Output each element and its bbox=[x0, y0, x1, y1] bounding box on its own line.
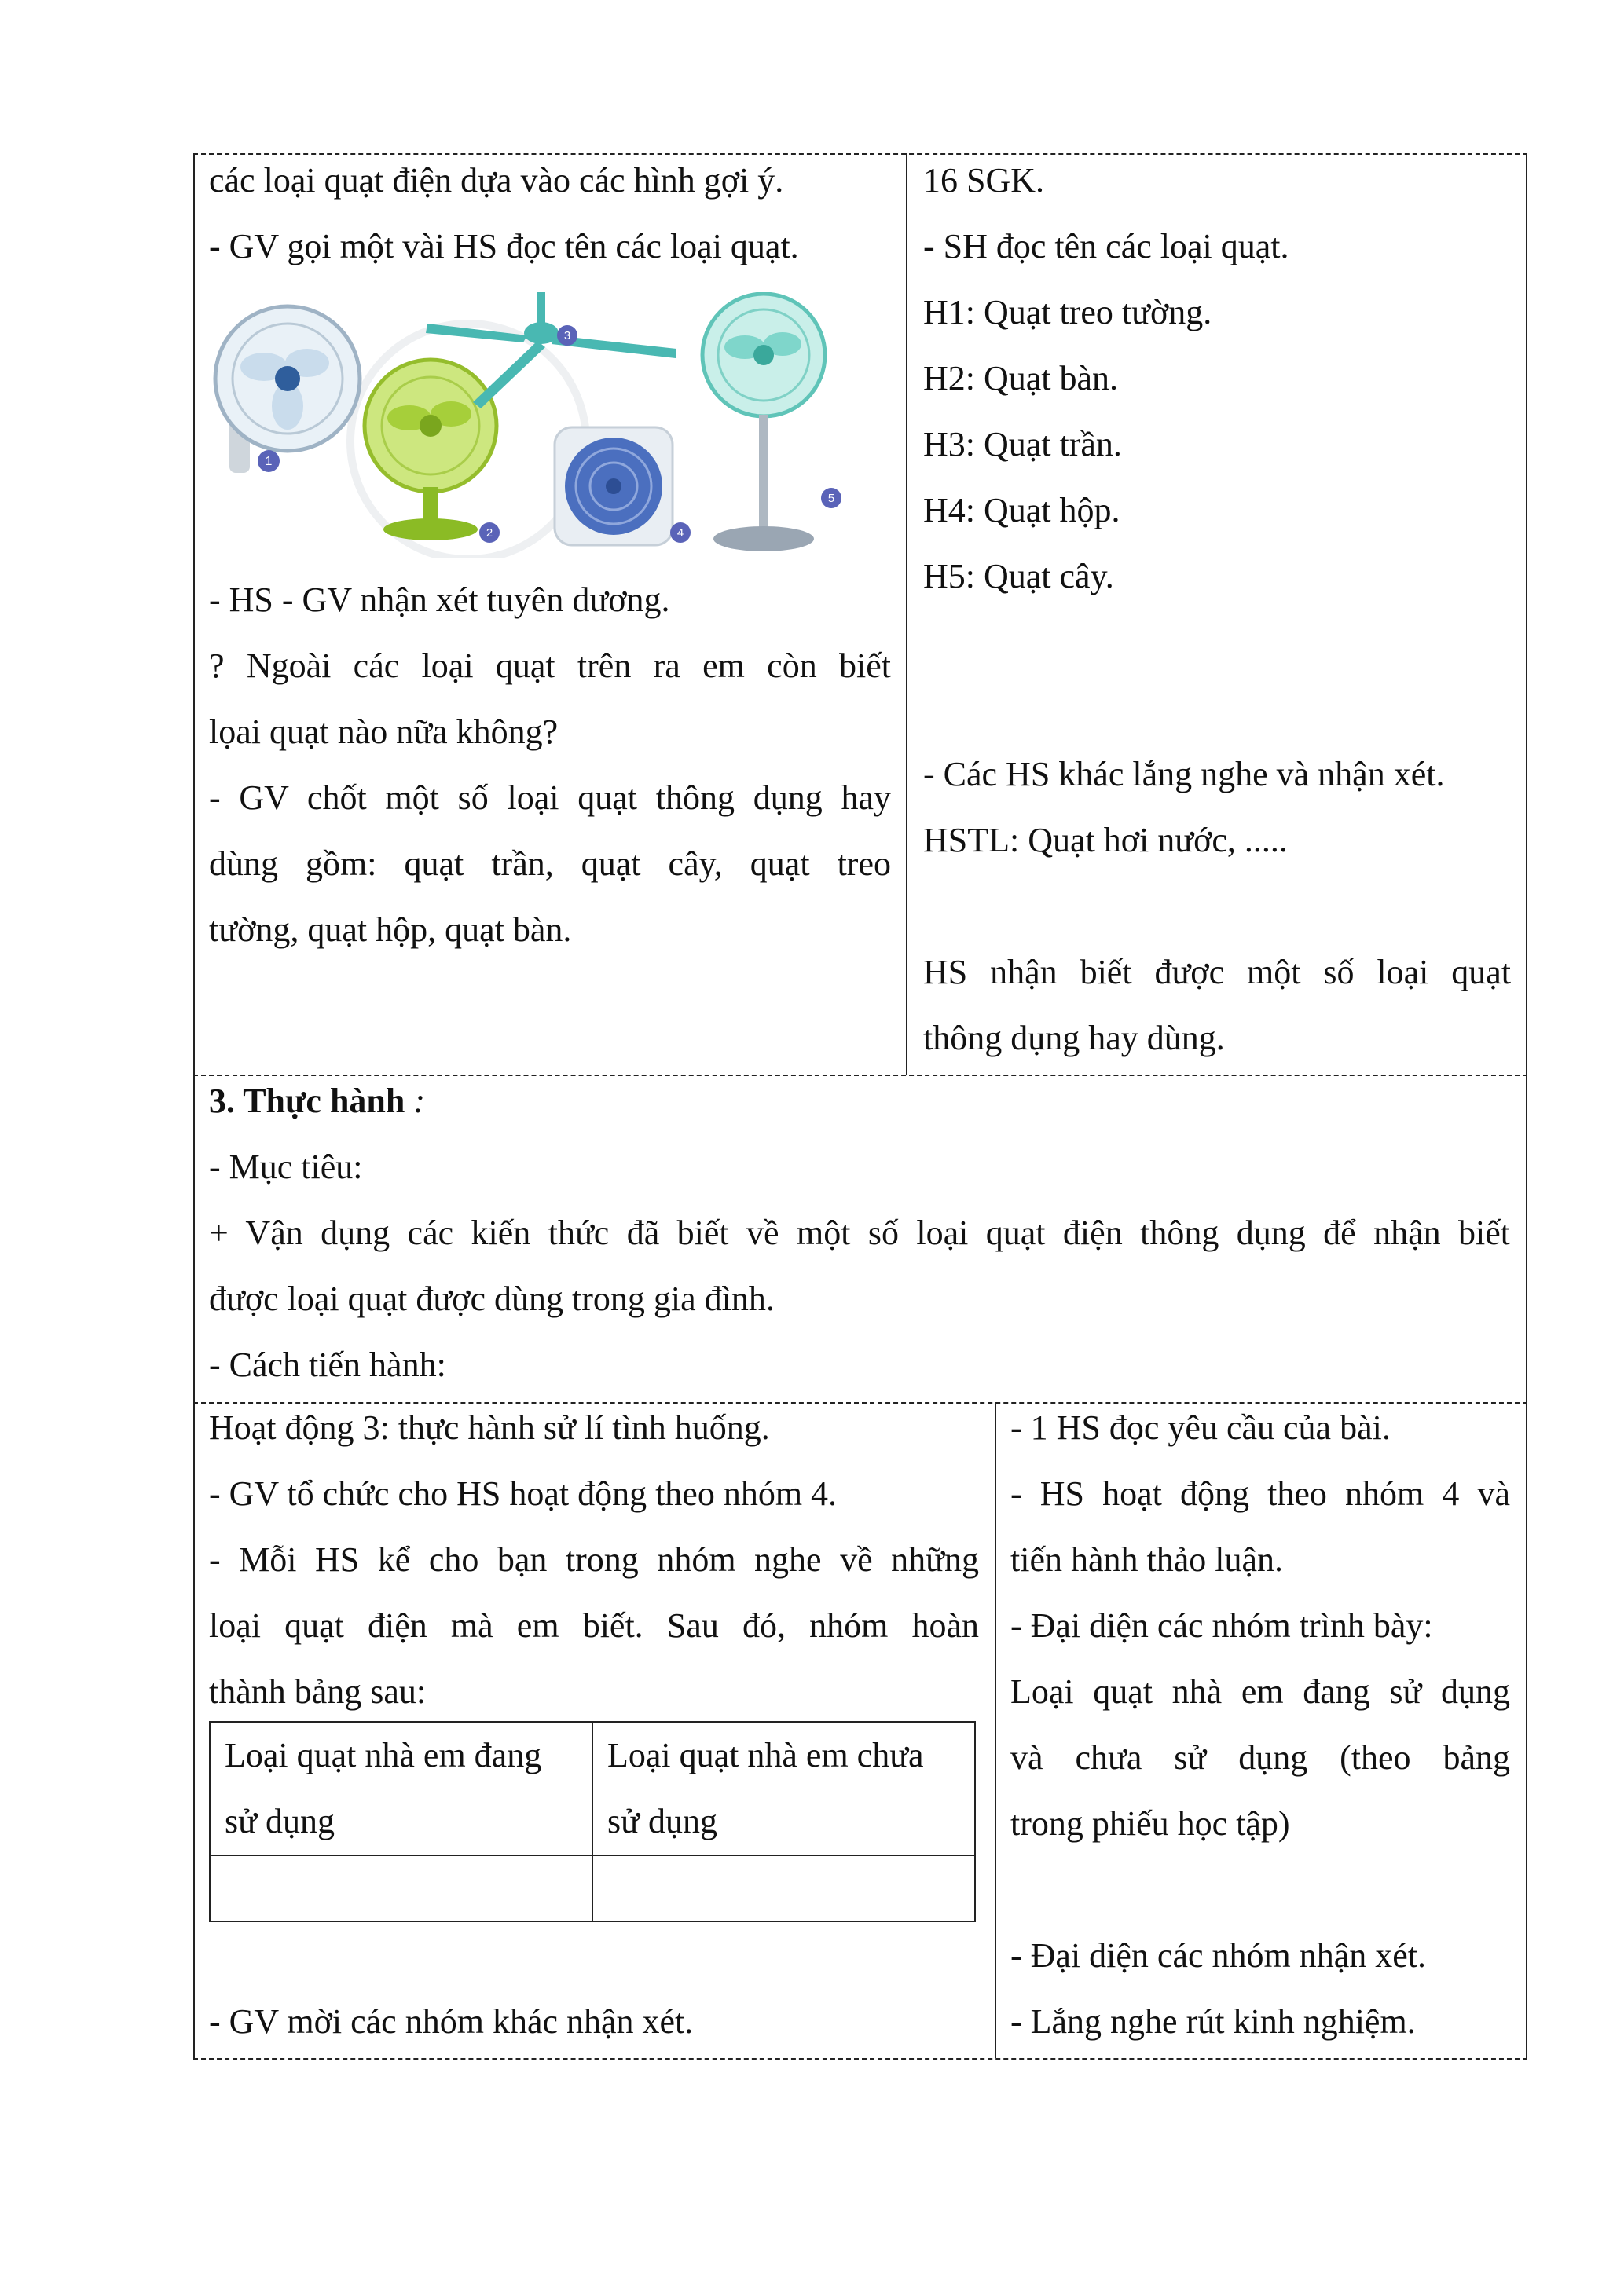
row3-right-line3: tiến hành thảo luận. bbox=[1010, 1540, 1284, 1579]
row3-left-line4: loại quạt điện mà em biết. Sau đó, nhóm hoàn bbox=[209, 1606, 979, 1645]
row1-left-line6: - GV chốt một số loại quạt thông dụng hay bbox=[209, 778, 891, 817]
row3-left-line6: - GV mời các nhóm khác nhận xét. bbox=[209, 2002, 694, 2041]
section3-heading bbox=[209, 1068, 425, 1134]
section3-line3: được loại quạt được dùng trong gia đình. bbox=[209, 1280, 775, 1318]
row1-left-line1: các loại quạt điện dựa vào các hình gợi ý. bbox=[209, 161, 784, 200]
row1-left-line8: tường, quạt hộp, quạt bàn. bbox=[209, 910, 572, 949]
section3-line2: + Vận dụng các kiến thức đã biết về một số loại quạt điện thông dụng để nhận biết bbox=[209, 1214, 1510, 1252]
box-fan-image bbox=[555, 427, 691, 545]
row1-right-line8: - Các HS khác lắng nghe và nhận xét. bbox=[923, 755, 1445, 793]
row3-right-line9: - Lắng nghe rút kinh nghiệm. bbox=[1010, 2002, 1416, 2041]
row1-left-line3: - HS - GV nhận xét tuyên dương. bbox=[209, 580, 670, 619]
row1-right-line4: H2: Quạt bàn. bbox=[923, 359, 1119, 397]
row1-right-line1: 16 SGK. bbox=[923, 161, 1045, 200]
fan-types-figure bbox=[209, 292, 893, 558]
figure-label-4: 4 bbox=[676, 526, 684, 540]
row1-left-line4: ? Ngoài các loại quạt trên ra em còn biết bbox=[209, 646, 891, 685]
row3-left-line5: thành bảng sau: bbox=[209, 1672, 427, 1711]
row3-right-line1: - 1 HS đọc yêu cầu của bài. bbox=[1010, 1408, 1391, 1447]
row1-column-divider bbox=[906, 153, 907, 1075]
figure-label-2: 2 bbox=[486, 526, 493, 540]
row3-right-line8: - Đại diện các nhóm nhận xét. bbox=[1010, 1936, 1427, 1975]
row3-right-line7: trong phiếu học tập) bbox=[1010, 1804, 1290, 1843]
fan-usage-table-header-unused: Loại quạt nhà em chưa sử dụng bbox=[592, 1722, 975, 1855]
row3-left-line1: Hoạt động 3: thực hành sử lí tình huống. bbox=[209, 1408, 770, 1447]
fan-usage-table-cell-used[interactable] bbox=[210, 1855, 592, 1921]
fan-usage-table-cell-unused[interactable] bbox=[592, 1855, 975, 1921]
table-bottom-border bbox=[193, 2058, 1527, 2060]
fan-usage-table-header-used: Loại quạt nhà em đang sử dụng bbox=[210, 1722, 592, 1855]
row1-right-line7: H5: Quạt cây. bbox=[923, 557, 1114, 595]
figure-label-5: 5 bbox=[827, 492, 835, 505]
wall-fan-image bbox=[215, 306, 360, 473]
row3-right-line6: và chưa sử dụng (theo bảng bbox=[1010, 1738, 1510, 1777]
row1-left-line7: dùng gồm: quạt trần, quạt cây, quạt treo bbox=[209, 844, 891, 883]
row3-column-divider bbox=[995, 1402, 996, 2058]
row3-right-line5: Loại quạt nhà em đang sử dụng bbox=[1010, 1672, 1510, 1711]
section3-heading-title: 3. Thực hành bbox=[209, 1082, 405, 1120]
stand-fan-image bbox=[702, 294, 841, 551]
table-left-border bbox=[193, 153, 195, 2058]
row1-right-line5: H3: Quạt trần. bbox=[923, 425, 1122, 463]
figure-label-3: 3 bbox=[563, 329, 571, 342]
row1-right-line6: H4: Quạt hộp. bbox=[923, 491, 1120, 529]
table-right-border bbox=[1526, 153, 1527, 2058]
row1-right-line9: HSTL: Quạt hơi nước, ..... bbox=[923, 821, 1288, 859]
section3-heading-suffix: : bbox=[405, 1082, 426, 1120]
row1-right-line3: H1: Quạt treo tường. bbox=[923, 293, 1212, 331]
section3-line4: - Cách tiến hành: bbox=[209, 1346, 446, 1384]
section3-line1: - Mục tiêu: bbox=[209, 1148, 363, 1186]
row1-left-line5: lọai quạt nào nữa không? bbox=[209, 712, 559, 751]
row1-left-line2: - GV gọi một vài HS đọc tên các loại quạt. bbox=[209, 227, 799, 265]
row1-right-line2: - SH đọc tên các loại quạt. bbox=[923, 227, 1289, 265]
row1-right-line11: thông dụng hay dùng. bbox=[923, 1019, 1225, 1057]
row3-left-line3: - Mỗi HS kể cho bạn trong nhóm nghe về những bbox=[209, 1540, 979, 1579]
table-fan-image bbox=[365, 360, 500, 543]
fan-usage-table bbox=[209, 1721, 976, 1922]
row3-right-line4: - Đại diện các nhóm trình bày: bbox=[1010, 1606, 1433, 1645]
row3-right-line2: - HS hoạt động theo nhóm 4 và bbox=[1010, 1474, 1510, 1513]
figure-label-1: 1 bbox=[265, 455, 273, 468]
row3-left-line2: - GV tổ chức cho HS hoạt động theo nhóm 4. bbox=[209, 1474, 838, 1513]
row1-right-line10: HS nhận biết được một số loại quạt bbox=[923, 953, 1511, 991]
